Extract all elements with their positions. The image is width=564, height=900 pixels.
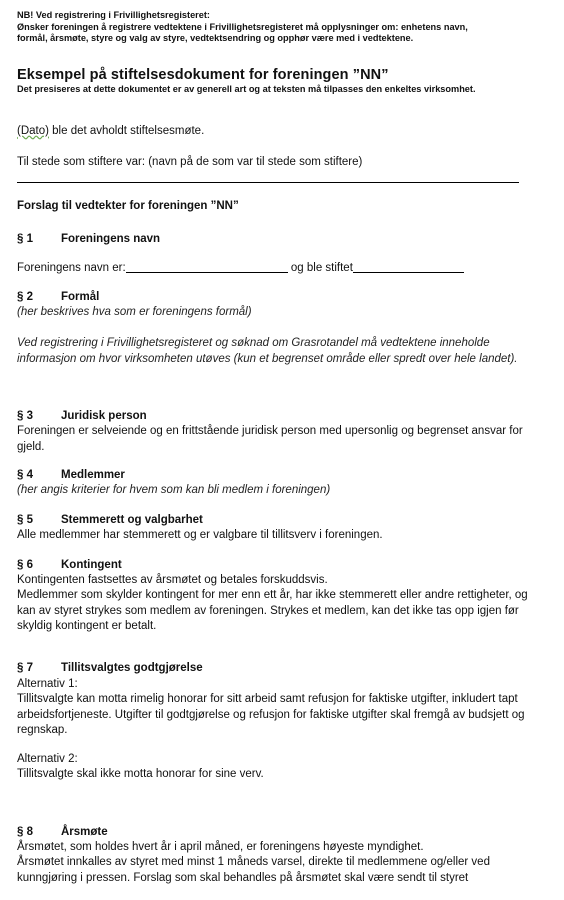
name-blank xyxy=(126,261,288,273)
section-number: § 1 xyxy=(17,233,33,245)
alternative-1-body: Tillitsvalgte kan motta rimelig honorar for sitt arbeid samt refusjon for faktiske utgifter, inkludert tapt arbeidsfortjeneste. Utgifter til godtgjørelse og refusjon for faktiske utgifter skal fremgå av budsjett og regnskap. xyxy=(17,693,525,736)
section-number: § 8 xyxy=(17,826,33,838)
section-number: § 3 xyxy=(17,410,33,422)
section-title: Juridisk person xyxy=(61,410,147,422)
alternative-2-label: Alternativ 2: xyxy=(17,753,78,765)
section-title: Medlemmer xyxy=(61,469,125,481)
section-1-heading xyxy=(17,233,160,245)
section-title: Formål xyxy=(61,291,100,303)
section-number: § 4 xyxy=(17,469,33,481)
section-title: Årsmøte xyxy=(61,826,108,838)
alternative-2-body: Tillitsvalgte skal ikke motta honorar for sine verv. xyxy=(17,768,264,780)
document-subtitle: Det presiseres at dette dokumentet er av generell art og at teksten må tilpasses den enkeltes virksomhet. xyxy=(17,84,476,94)
section-3-heading xyxy=(17,410,147,422)
section-8-heading xyxy=(17,826,108,838)
date-placeholder: (Dato) xyxy=(17,125,49,137)
section-title: Stemmerett og valgbarhet xyxy=(61,514,203,526)
founders-fill-line xyxy=(17,182,519,183)
section-4-heading xyxy=(17,469,125,481)
section-8-body-2: Årsmøtet innkalles av styret med minst 1 måneds varsel, direkte til medlemmene og/eller ved kunngjøring i pressen. Forslag som skal behandles på årsmøtet skal være sendt til styret xyxy=(17,856,490,884)
section-number: § 6 xyxy=(17,559,33,571)
section-1-name-line xyxy=(17,261,464,277)
section-title: Tillitsvalgtes godtgjørelse xyxy=(61,662,203,674)
notice-line-1: NB! Ved registrering i Frivillighetsregisteret: xyxy=(17,10,210,20)
section-4-hint: (her angis kriterier for hvem som kan bli medlem i foreningen) xyxy=(17,484,331,496)
section-2-hint: (her beskrives hva som er foreningens formål) xyxy=(17,306,252,318)
section-8-body-1: Årsmøtet, som holdes hvert år i april måned, er foreningens høyeste myndighet. xyxy=(17,841,424,853)
section-number: § 7 xyxy=(17,662,33,674)
section-number: § 2 xyxy=(17,291,33,303)
founders-line: Til stede som stiftere var: (navn på de som var til stede som stiftere) xyxy=(17,156,363,168)
notice-line-3: formål, årsmøte, styre og valg av styre, vedtektsendring og opphør være med i vedtektene. xyxy=(17,33,414,43)
notice-line-2: Ønsker foreningen å registrere vedtektene i Frivillighetsregisteret må opplysninger om: enhetens navn, xyxy=(17,21,468,32)
proposal-heading: Forslag til vedtekter for foreningen ”NN” xyxy=(17,200,239,212)
section-7-heading xyxy=(17,662,203,674)
section-2-heading xyxy=(17,291,99,303)
alternative-1-label: Alternativ 1: xyxy=(17,678,78,690)
section-title: Kontingent xyxy=(61,559,122,571)
registration-notice xyxy=(17,10,557,45)
founded-blank xyxy=(353,261,464,273)
section-6-heading xyxy=(17,559,122,571)
document-title: Eksempel på stiftelsesdokument for foreningen ”NN” xyxy=(17,67,389,83)
section-title: Foreningens navn xyxy=(61,233,161,245)
founded-label: og ble stiftet xyxy=(287,262,353,274)
section-2-body: Ved registrering i Frivillighetsregisteret og søknad om Grasrotandel må vedtektene inneholde informasjon om hvor virksomheten utøves (kun et begrenset område eller spredt over hele landet). xyxy=(17,337,518,365)
intro-date-line xyxy=(17,124,204,140)
name-label: Foreningens navn er: xyxy=(17,262,126,274)
date-line-text: ble det avholdt stiftelsesmøte. xyxy=(48,125,205,137)
section-5-heading xyxy=(17,514,203,526)
section-3-body: Foreningen er selveiende og en frittstående juridisk person med upersonlig og begrenset ansvar for gjeld. xyxy=(17,425,523,453)
section-number: § 5 xyxy=(17,514,33,526)
section-5-body: Alle medlemmer har stemmerett og er valgbare til tillitsverv i foreningen. xyxy=(17,529,383,541)
section-6-body-2: Medlemmer som skylder kontingent for mer enn ett år, har ikke stemmerett eller andre rettigheter, og kan av styret strykes som medlem av foreningen. Strykes et medlem, kan det ikke tas opp igjen før skyldig kontingent er betalt. xyxy=(17,589,528,632)
section-6-body-1: Kontingenten fastsettes av årsmøtet og betales forskuddsvis. xyxy=(17,574,328,586)
